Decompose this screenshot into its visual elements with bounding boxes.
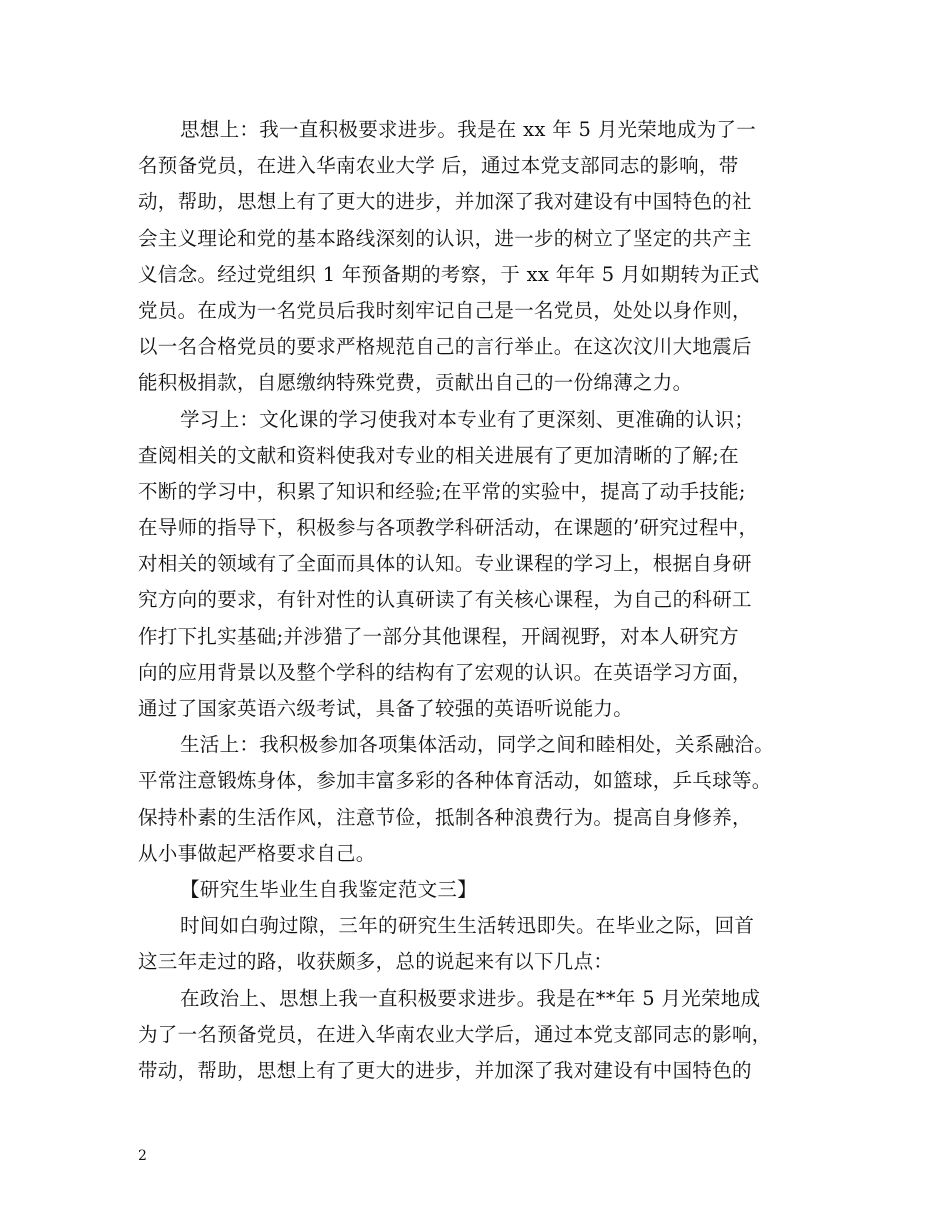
text-line: 生活上：我积极参加各项集体活动，同学之间和睦相处，关系融洽。 [180, 733, 775, 757]
text-line: 义信念。经过党组织 1 年预备期的考察，于 xx 年年 5 月如期转为正式 [138, 262, 760, 286]
text-line: 向的应用背景以及整个学科的结构有了宏观的认识。在英语学习方面， [138, 660, 752, 684]
text-line: 这三年走过的路，收获颇多，总的说起来有以下几点： [138, 950, 614, 974]
text-line: 从小事做起严格要求自己。 [138, 841, 376, 865]
text-line: 在政治上、思想上我一直积极要求进步。我是在**年 5 月光荣地成 [180, 986, 761, 1010]
text-line: 在导师的指导下，积极参与各项教学科研活动，在课题的’研究过程中， [138, 516, 759, 540]
text-line: 究方向的要求，有针对性的认真研读了有关核心课程，为自己的科研工 [138, 588, 752, 612]
text-line: 保持朴素的生活作风，注意节俭，抵制各种浪费行为。提高自身修养， [138, 805, 752, 829]
text-line: 思想上：我一直积极要求进步。我是在 xx 年 5 月光荣地成为了一 [180, 118, 757, 141]
text-line: 带动，帮助，思想上有了更大的进步，并加深了我对建设有中国特色的 [138, 1058, 752, 1082]
text-line: 党员。在成为一名党员后我时刻牢记自己是一名党员，处处以身作则， [138, 298, 752, 322]
text-line: 学习上：文化课的学习使我对本专业有了更深刻、更准确的认识； [180, 407, 755, 431]
text-line: 时间如白驹过隙，三年的研究生生活转迅即失。在毕业之际，回首 [180, 914, 755, 938]
text-line: 通过了国家英语六级考试，具备了较强的英语听说能力。 [138, 697, 634, 720]
text-line: 以一名合格党员的要求严格规范自己的言行举止。在这次汶川大地震后 [138, 335, 752, 359]
page-number: 2 [138, 1148, 147, 1164]
text-line: 对相关的领域有了全面而具体的认知。专业课程的学习上，根据自身研 [138, 552, 752, 576]
text-line: 会主义理论和党的基本路线深刻的认识，进一步的树立了坚定的共产主 [138, 226, 752, 250]
text-line: 名预备党员，在进入华南农业大学 后，通过本党支部同志的影响，带 [138, 154, 739, 178]
text-line: 能积极捐款，自愿缴纳特殊党费，贡献出自己的一份绵薄之力。 [138, 371, 693, 395]
body-text [138, 112, 838, 1089]
text-line: 平常注意锻炼身体，参加丰富多彩的各种体育活动，如篮球，乒乓球等。 [138, 769, 772, 793]
text-line: 作打下扎实基础;并涉猎了一部分其他课程，开阔视野，对本人研究方 [138, 624, 739, 648]
text-line: 为了一名预备党员，在进入华南农业大学后，通过本党支部同志的影响， [138, 1022, 772, 1046]
text-line: 【研究生毕业生自我鉴定范文三】 [180, 877, 478, 901]
text-line: 不断的学习中，积累了知识和经验;在平常的实验中，提高了动手技能; [138, 479, 746, 503]
text-line: 查阅相关的文献和资料使我对专业的相关进展有了更加清晰的了解;在 [138, 443, 739, 467]
text-line: 动，帮助，思想上有了更大的进步，并加深了我对建设有中国特色的社 [138, 190, 752, 214]
